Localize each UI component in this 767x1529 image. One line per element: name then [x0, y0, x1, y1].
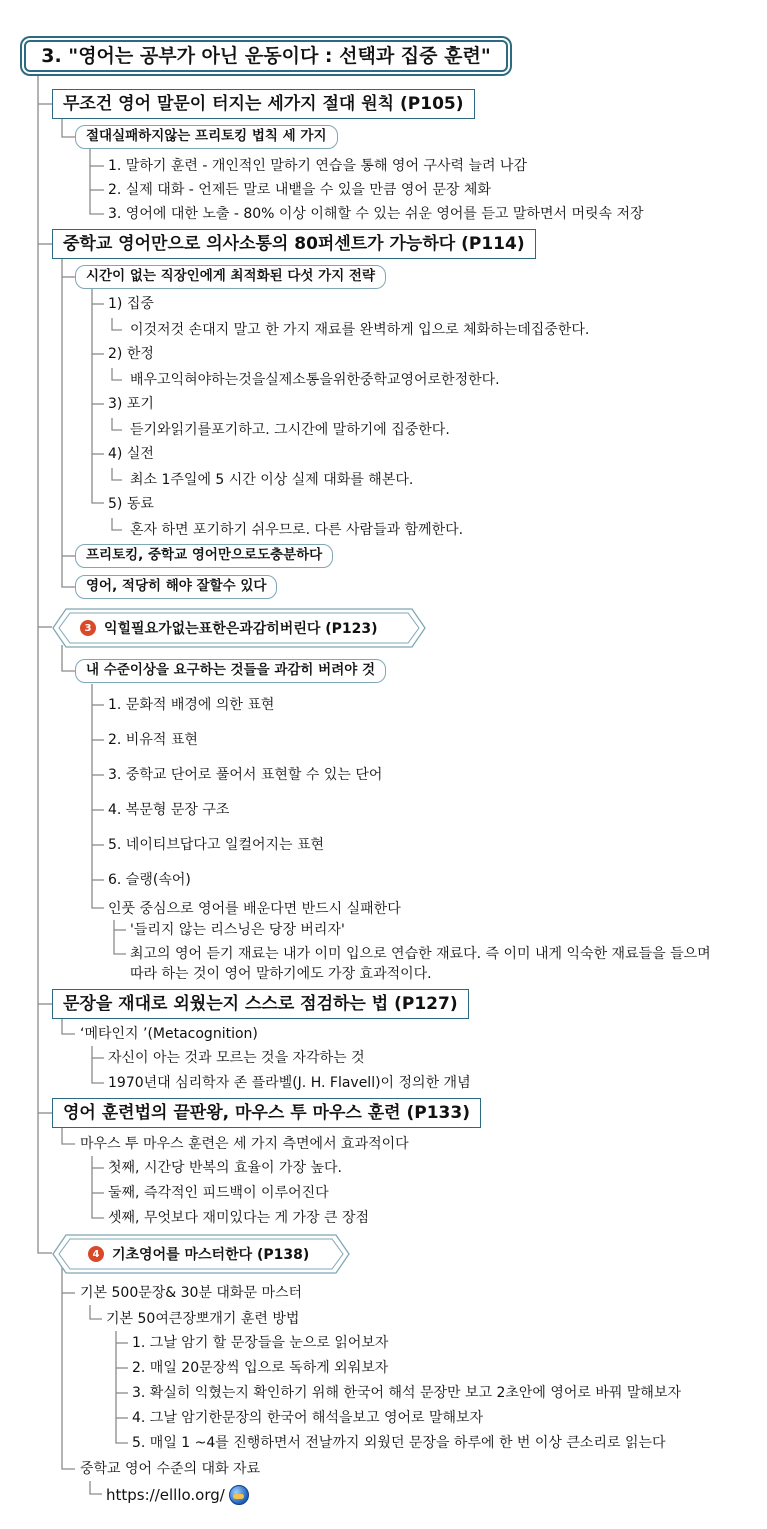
method-step-2: 2. 매일 20문장씩 입으로 독하게 외워보자 [132, 1360, 389, 1376]
metacognition-item-2: 1970년대 심리학자 존 플라벨(J. H. Flavell)이 정의한 개념 [108, 1075, 471, 1091]
mouth-training-item-2: 둘째, 즉각적인 피드백이 이루어진다 [108, 1185, 329, 1201]
method-step-4: 4. 그날 암기한문장의 한국어 해석을보고 영어로 말해보자 [132, 1410, 484, 1426]
mouth-training-label: 마우스 투 마우스 훈련은 세 가지 측면에서 효과적이다 [80, 1136, 409, 1152]
section-2-subtopic-3[interactable]: 영어, 적당히 해야 잘할수 있다 [75, 575, 277, 599]
section-3-title-row [80, 618, 378, 638]
discard-item-3: 3. 중학교 단어로 풀어서 표현할 수 있는 단어 [108, 767, 383, 783]
discard-item-1: 1. 문화적 배경에 의한 표현 [108, 697, 275, 713]
strategy-2-label: 2) 한정 [108, 346, 154, 362]
number-badge-icon: 3 [80, 620, 96, 636]
discard-item-4: 4. 복문형 문장 구조 [108, 802, 230, 818]
section-3-subtopic[interactable]: 내 수준이상을 요구하는 것들을 과감히 버려야 것 [75, 659, 386, 683]
metacognition-label: ‘메타인지 ’(Metacognition) [80, 1026, 258, 1042]
section-6-title-row [88, 1244, 309, 1264]
section-1-item-3: 3. 영어에 대한 노출 - 80% 이상 이해할 수 있는 쉬운 영어를 듣고 말하면서 머릿속 저장 [108, 206, 644, 222]
strategy-3-desc: 듣기와읽기를포기하고. 그시간에 말하기에 집중한다. [130, 422, 450, 438]
section-1-item-2: 2. 실제 대화 - 언제든 말로 내뱉을 수 있을 만큼 영어 문장 체화 [108, 182, 491, 198]
section-2-subtopic[interactable]: 시간이 없는 직장인에게 최적화된 다섯 가지 전략 [75, 265, 386, 289]
section-1-title[interactable]: 무조건 영어 말문이 터지는 세가지 절대 원칙 (P105) [52, 89, 475, 119]
strategy-4-label: 4) 실전 [108, 446, 154, 462]
strategy-2-desc: 배우고익혀야하는것을실제소통을위한중학교영어로한정한다. [130, 372, 500, 388]
training-method-label: 기본 50여큰장뽀개기 훈련 방법 [106, 1311, 300, 1327]
elllo-link-row[interactable] [106, 1485, 249, 1505]
discard-item-5: 5. 네이티브답다고 일컬어지는 표현 [108, 837, 325, 853]
section-2-title[interactable]: 중학교 영어만으로 의사소통의 80퍼센트가 가능하다 (P114) [52, 229, 536, 259]
metacognition-item-1: 자신이 아는 것과 모르는 것을 자각하는 것 [108, 1050, 365, 1066]
method-step-3: 3. 확실히 익혔는지 확인하기 위해 한국어 해석 문장만 보고 2초안에 영어로 바꿔 말해보자 [132, 1385, 682, 1401]
mouth-training-item-3: 셋째, 무엇보다 재미있다는 게 가장 큰 장점 [108, 1210, 370, 1226]
section-5-title[interactable]: 영어 훈련법의 끝판왕, 마우스 투 마우스 훈련 (P133) [52, 1098, 481, 1128]
strategy-5-desc: 혼자 하면 포기하기 쉬우므로. 다른 사람들과 함께한다. [130, 522, 464, 538]
section-3-title: 익힐필요가없는표한은과감히버린다 (P123) [104, 621, 378, 637]
elllo-link[interactable]: https://elllo.org/ [106, 1485, 225, 1504]
strategy-3-label: 3) 포기 [108, 396, 154, 412]
strategy-1-label: 1) 집중 [108, 296, 154, 312]
discard-item-2: 2. 비유적 표현 [108, 732, 198, 748]
section-2-subtopic-2[interactable]: 프리토킹, 중학교 영어만으로도충분하다 [75, 544, 333, 568]
discard-item-6: 6. 슬랭(속어) [108, 872, 191, 888]
section-1-item-1: 1. 말하기 훈련 - 개인적인 말하기 연습을 통해 영어 구사력 늘려 나감 [108, 158, 527, 174]
input-warning: 인풋 중심으로 영어를 배운다면 반드시 실패한다 [108, 901, 401, 917]
section-1-subtopic[interactable]: 절대실패하지않는 프리토킹 법칙 세 가지 [75, 125, 338, 149]
section-6-title: 기초영어를 마스터한다 (P138) [112, 1247, 310, 1263]
input-note-3: 따라 하는 것이 영어 말하기에도 가장 효과적이다. [130, 966, 432, 982]
number-badge-icon: 4 [88, 1246, 104, 1262]
globe-icon[interactable] [229, 1485, 249, 1505]
strategy-5-label: 5) 동료 [108, 496, 154, 512]
input-note-1: '들리지 않는 리스닝은 당장 버리자' [130, 922, 345, 938]
strategy-4-desc: 최소 1주일에 5 시간 이상 실제 대화를 해본다. [130, 472, 414, 488]
dialogue-material-label: 중학교 영어 수준의 대화 자료 [80, 1461, 261, 1477]
mouth-training-item-1: 첫째, 시간당 반복의 효율이 가장 높다. [108, 1160, 343, 1176]
strategy-1-desc: 이것저것 손대지 말고 한 가지 재료를 완벽하게 입으로 체화하는데집중한다. [130, 322, 590, 338]
root-topic[interactable]: 3. "영어는 공부가 아닌 운동이다 : 선택과 집중 훈련" [24, 40, 508, 72]
method-step-5: 5. 매일 1 ~4를 진행하면서 전날까지 외웠던 문장을 하루에 한 번 이상 큰소리로 읽는다 [132, 1435, 666, 1451]
input-note-2: 최고의 영어 듣기 재료는 내가 이미 입으로 연습한 재료다. 즉 이미 내게 익숙한 재료들을 들으며 [130, 946, 711, 962]
basic-500-label: 기본 500문장& 30분 대화문 마스터 [80, 1285, 303, 1301]
section-4-title[interactable]: 문장을 재대로 외웠는지 스스로 점검하는 법 (P127) [52, 989, 469, 1019]
method-step-1: 1. 그날 암기 할 문장들을 눈으로 읽어보자 [132, 1335, 389, 1351]
